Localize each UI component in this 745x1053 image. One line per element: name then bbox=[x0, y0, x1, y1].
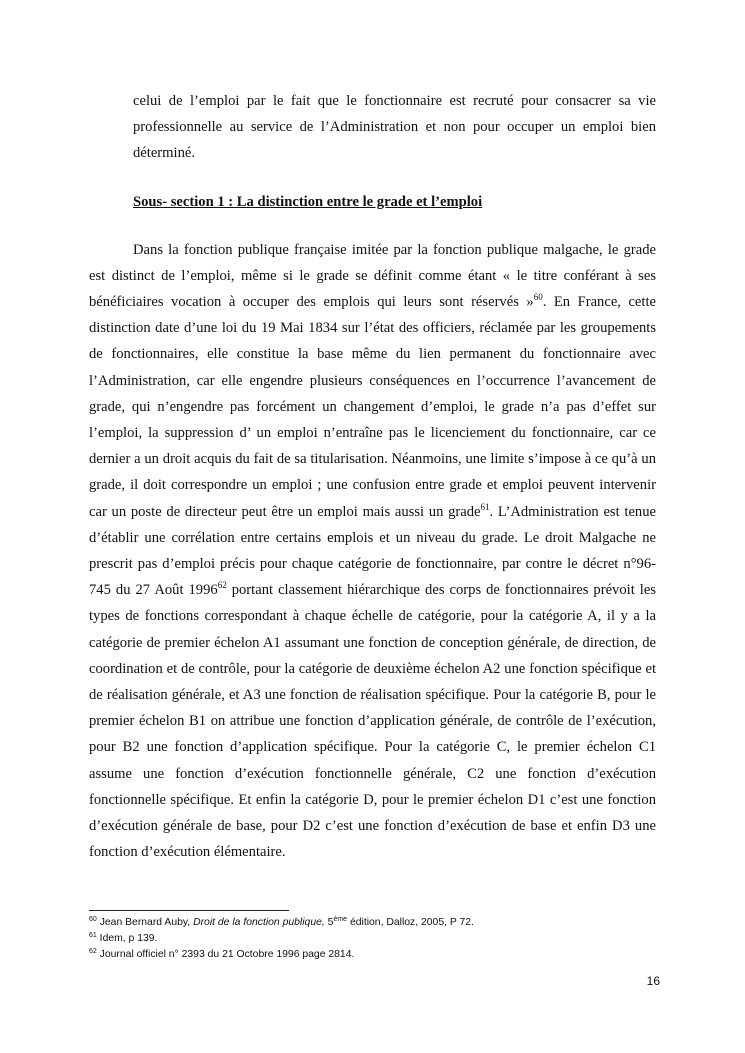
footnote-edition-suffix: ème bbox=[333, 916, 348, 923]
main-paragraph-part-4: portant classement hiérarchique des corps de fonctionnaires prévoit les types de fonctions correspondant à chaque échelle de catégorie, pour la catégorie A, il y a la catégorie de premier échelon A1 assumant une fonction de conception générale, de direction, de coordination et de contrôle, pour la catégorie de deuxième échelon A2 une fonction spécifique et de réalisation générale, et A3 une fonction de réalisation spécifique. Pour la catégorie B, pour le premier échelon B1 on attribue une fonction d’application générale, de contrôle de l’exécution, pour B2 une fonction d’application spécifique. Pour la catégorie C, le premier échelon C1 assume une fonction d’exécution fonctionnelle générale, C2 une fonction d’exécution fonctionnelle spécifique. Et enfin la catégorie D, pour le premier échelon D1 c’est une fonction d’exécution générale de base, pour D2 c’est une fonction d’exécution de base et enfin D3 une fonction d’exécution élémentaire. bbox=[89, 582, 656, 861]
footnote-ref-61[interactable]: 61 bbox=[480, 501, 490, 512]
footnote-ref-60[interactable]: 60 bbox=[533, 292, 543, 303]
footnote-60 bbox=[89, 915, 659, 931]
footnote-text: Journal officiel n° 2393 du 21 Octobre 1996 page 2814. bbox=[96, 949, 355, 960]
section-heading: Sous- section 1 : La distinction entre le grade et l’emploi bbox=[133, 193, 483, 210]
footnote-publication: édition, Dalloz, 2005, P 72. bbox=[347, 917, 474, 928]
footnote-ref-62[interactable]: 62 bbox=[217, 580, 227, 591]
footnote-text: Idem, p 139. bbox=[96, 933, 158, 944]
footnote-number: 60 bbox=[89, 916, 97, 923]
main-paragraph-part-2: . En France, cette distinction date d’une loi du 19 Mai 1834 sur l’état des officiers, réclamée par les groupements de fonctionnaires, elle constitue la base même du lien permanent du fonctionnaire avec l’Administration, car elle engendre plusieurs conséquences en l’occurrence l’avancement de grade, qui n’engendre pas forcément un changement d’emploi, le grade n’a pas d’effet sur l’emploi, la suppression d’ un emploi n’entraîne pas le licenciement du fonctionnaire, car ce dernier a un droit acquis du fait de sa titularisation. Néanmoins, une limite s’impose à ce qu’à un grade, il doit correspondre un emploi ; une confusion entre grade et emploi peuvent intervenir car un poste de directeur peut être un emploi mais aussi un grade bbox=[89, 294, 656, 520]
intro-paragraph: celui de l’emploi par le fait que le fonctionnaire est recruté pour consacrer sa vie professionnelle au service de l’Administration et non pour occuper un emploi bien déterminé. bbox=[133, 93, 656, 162]
footnote-number: 62 bbox=[89, 948, 97, 955]
main-paragraph-part-3: . L’Administration est tenue d’établir une corrélation entre certains emplois et un niveau du grade. Le droit Malgache ne prescrit pas d’emploi précis pour chaque catégorie de fonctionnaire, par contre le décret n°96-745 du 27 Août 1996 bbox=[89, 503, 656, 599]
main-paragraph bbox=[89, 237, 656, 866]
footnote-book-title: Droit de la fonction publique, bbox=[193, 917, 325, 928]
footnote-61 bbox=[89, 931, 659, 947]
footnote-62 bbox=[89, 947, 659, 963]
page-number: 16 bbox=[646, 974, 660, 988]
main-paragraph-part-1: Dans la fonction publique française imitée par la fonction publique malgache, le grade est distinct de l’emploi, même si le grade se définit comme étant « le titre conférant à ses bénéficiaires vocation à occuper des emplois qui leurs sont réservés » bbox=[89, 241, 656, 311]
footnote-author: Jean Bernard Auby, bbox=[99, 917, 194, 928]
footnote-edition-number: 5 bbox=[324, 917, 334, 928]
footnote-separator bbox=[89, 910, 289, 911]
footnotes bbox=[89, 915, 659, 963]
footnote-number: 61 bbox=[89, 932, 97, 939]
